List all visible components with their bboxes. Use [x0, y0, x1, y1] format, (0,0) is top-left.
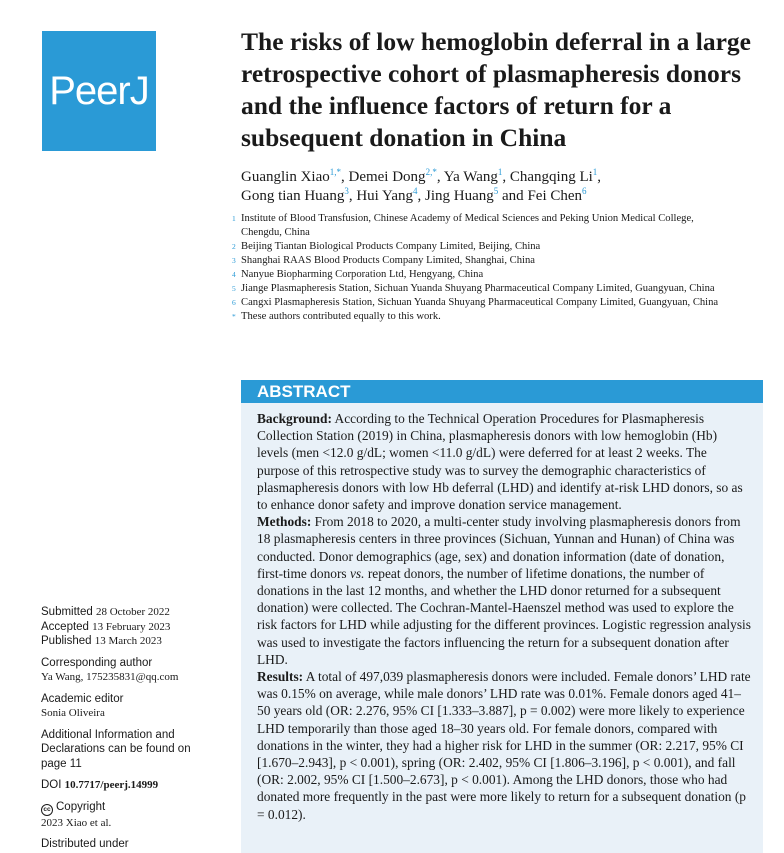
distributed-label: Distributed under [41, 838, 129, 850]
affiliation-text: Beijing Tiantan Biological Products Company Limited, Beijing, China [241, 241, 541, 252]
affiliation-text: Jiange Plasmapheresis Station, Sichuan Yuanda Shuyang Pharmaceutical Company Limited, Guangyuan, China [241, 283, 715, 294]
author-affiliation-mark: 4 [413, 185, 418, 196]
author-affiliation-mark: 1 [497, 167, 503, 177]
affiliation-list [232, 212, 732, 324]
submitted-date: 28 October 2022 [95, 606, 170, 618]
editor-block [41, 692, 211, 721]
copyright-value: 2023 Xiao et al. [41, 816, 112, 829]
affiliation-item [232, 254, 732, 268]
author-name[interactable]: Gong tian Huang [241, 187, 345, 204]
published-date: 13 March 2023 [94, 635, 162, 647]
affiliation-item [232, 310, 732, 324]
author-name[interactable]: Fei Chen [527, 187, 583, 204]
background-text: According to the Technical Operation Procedures for Plasmapheresis Collection Station (2019) in China, plasmapheresis donors with low hemoglobin (Hb) levels (men <12.0 g/dL; women <11.0 g/dL) were deferred for at least 2 weeks. The purpose of this retrospective study was to survey the demographic characteristics of plasmapheresis donors with low Hb deferral (LHD) and identify at-risk LHD donors, so as to enhance donor safety and improve donation service management. [257, 411, 743, 513]
doi-label: DOI [41, 779, 62, 791]
author-affiliation-mark: 5 [493, 185, 499, 196]
abstract-results [257, 668, 751, 823]
additional-info[interactable]: Additional Information and Declarations can be found on page 11 [41, 728, 191, 770]
abstract-heading: ABSTRACT [241, 380, 763, 403]
submitted-label: Submitted [41, 606, 93, 618]
author-affiliation-mark: 1 [592, 167, 598, 177]
author-name[interactable]: Guanglin Xiao [241, 169, 330, 185]
abstract-background [257, 410, 751, 513]
doi-block [41, 778, 211, 793]
methods-label: Methods: [257, 514, 312, 530]
creative-commons-icon: cc [41, 804, 53, 816]
author-name[interactable]: Ya Wang [443, 169, 498, 185]
affiliation-text: These authors contributed equally to this work. [241, 311, 441, 322]
results-text: A total of 497,039 plasmapheresis donors were included. Female donors’ LHD rate was 0.15% on average, while male donors’ LHD rate was 0.01%. Female donors aged 41–50 years old (OR: 2.276, 95% CI [1.333–3.887], p = 0.002) were more likely to experience LHD temporarily than those aged 18–30 years old. For female donors, compared with donations in the winter, they had a higher risk for LHD in the summer (OR: 2.217, 95% CI [1.670–2.943], p < 0.001), spring (OR: 2.402, 95% CI [1.806–3.196], p < 0.001), and fall (OR: 2.002, 95% CI [1.500–2.673], p < 0.001). Among the LHD donors, those who had donated more frequently in the past were more likely to return for a subsequent donation (p = 0.012). [257, 669, 751, 822]
affiliation-number: 3 [232, 256, 236, 265]
affiliation-text: Cangxi Plasmapheresis Station, Sichuan Yuanda Shuyang Pharmaceutical Company Limited, Guangyuan, China [241, 297, 719, 308]
abstract-methods [257, 513, 751, 668]
author-affiliation-mark: 3 [344, 185, 349, 196]
copyright-block [41, 800, 211, 831]
affiliation-number: * [232, 312, 236, 321]
methods-vs: vs. [349, 565, 365, 581]
methods-text: From 2018 to 2020, a multi-center study involving plasmapheresis donors from 18 plasmapheresis centers in three provinces (Sichuan, Yunnan and Hunan) of China was conducted. Donor demographics (age, sex) and donation information (date of donation, first-time donors [257, 514, 741, 581]
copyright-label: Copyright [56, 800, 106, 813]
author-affiliation-mark: 6 [582, 185, 587, 196]
author-list: Guanglin Xiao$^{1,*}$, Demei Dong$^{2,*}$, Ya Wang$^1$, Changqing Li$^1$, Gong tian Huang$^3$, Hui Yang$^4$, Jing Huang$^5$ and Fei Chen$^6$ [241, 167, 602, 204]
affiliation-text: Institute of Blood Transfusion, Chinese Academy of Medical Sciences and Peking Union Medical College, Chengdu, China [241, 213, 694, 238]
corresponding-label: Corresponding author [41, 656, 153, 669]
published-label: Published [41, 635, 92, 647]
results-label: Results: [257, 669, 304, 685]
affiliation-number: 4 [232, 270, 236, 279]
abstract-body [241, 403, 763, 853]
editor-label: Academic editor [41, 692, 124, 705]
article-info-sidebar [41, 605, 211, 853]
methods-text-continued: repeat donors, the number of lifetime donations, the number of donations in the last 12 months, and whether the LHD donor returned for a subsequent donation) were collected. The Cochran-Mantel-Haenszel method was used to explore the risk factors for LHD while adjusting for the different provinces. Logistic regression analysis was used to investigate the factors influencing the return for a subsequent donation after LHD. [257, 565, 751, 667]
affiliation-text: Nanyue Biopharming Corporation Ltd, Hengyang, China [241, 269, 484, 280]
author-name[interactable]: Hui Yang [356, 187, 414, 204]
author-affiliation-mark: 1,* [329, 167, 341, 177]
editor-value: Sonia Oliveira [41, 707, 105, 719]
author-affiliation-mark: 2,* [425, 167, 437, 177]
author-name[interactable]: Changqing Li [509, 169, 593, 185]
affiliation-item [232, 212, 732, 240]
accepted-date: 13 February 2023 [92, 620, 171, 633]
corresponding-value[interactable]: Ya Wang, 175235831@qq.com [41, 671, 179, 683]
article-title: The risks of low hemoglobin deferral in a large retrospective cohort of plasmapheresis donors and the influence factors of return for a subsequent donation in China [241, 27, 751, 152]
background-label: Background: [257, 411, 332, 426]
accepted-label: Accepted [41, 620, 89, 633]
peerj-logo [42, 31, 156, 151]
author-name[interactable]: Jing Huang [425, 187, 494, 204]
affiliation-number: 5 [232, 284, 236, 293]
dates-block [41, 605, 211, 649]
affiliation-number: 6 [232, 298, 236, 307]
logo-text: PeerJ [49, 68, 149, 113]
affiliation-text: Shanghai RAAS Blood Products Company Limited, Shanghai, China [241, 255, 535, 266]
affiliation-number: 2 [232, 242, 236, 251]
affiliation-number: 1 [232, 214, 236, 223]
affiliation-item [232, 268, 732, 282]
author-name[interactable]: Demei Dong [348, 169, 426, 185]
doi-link[interactable]: 10.7717/peerj.14999 [64, 779, 159, 791]
affiliation-item [232, 282, 732, 296]
affiliation-item [232, 296, 732, 310]
corresponding-block [41, 656, 211, 685]
affiliation-item [232, 240, 732, 254]
